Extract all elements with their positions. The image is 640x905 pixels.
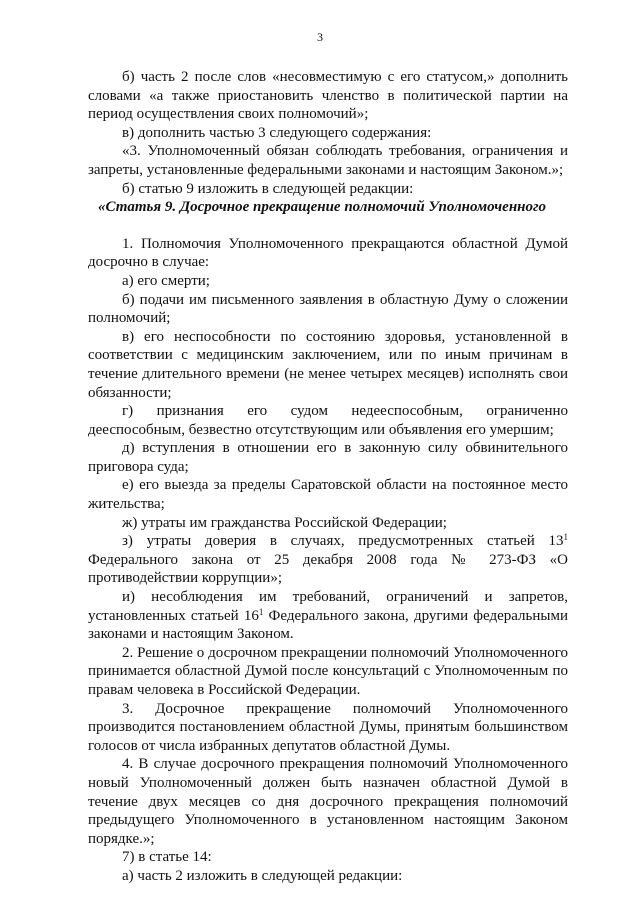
- list-item-e: е) его выезда за пределы Саратовской области на постоянное место жительства;: [88, 477, 568, 513]
- paragraph-add-part-3: в) дополнить частью 3 следующего содержания:: [122, 124, 432, 141]
- paragraph-clause-3: 3. Досрочное прекращение полномочий Уполномоченного производится постановлением областной Думы, принятым большинством голосов от числа избранных депутатов областной Думы.: [88, 700, 568, 754]
- document-body: [88, 68, 568, 886]
- superscript: 1: [563, 532, 568, 543]
- paragraph-article-9-intro: б) статью 9 изложить в следующей редакции:: [122, 180, 414, 197]
- paragraph-clause-1: 1. Полномочия Уполномоченного прекращаются областной Думой досрочно в случае:: [88, 235, 568, 271]
- list-item-z-text-cont: Федерального закона от 25 декабря 2008 года № 273-ФЗ «О противодействии коррупции»;: [88, 551, 568, 587]
- article-heading: «Статья 9. Досрочное прекращение полномочий Уполномоченного: [98, 199, 547, 216]
- paragraph-clause-2: 2. Решение о досрочном прекращении полномочий Уполномоченного принимается областной Думой после консультаций с Уполномоченным по правам человека в Российской Федерации.: [88, 644, 568, 698]
- list-item-i-text-cont: Федерального закона, другими федеральными законами и настоящим Законом.: [88, 607, 568, 643]
- list-item-z-text: з) утраты доверия в случаях, предусмотренных статьей 13: [122, 533, 564, 550]
- list-item-i: [88, 588, 568, 644]
- superscript: 1: [258, 606, 264, 617]
- paragraph-article-14: 7) в статье 14:: [122, 849, 212, 866]
- list-item-i-text: и) несоблюдения им требований, ограничений и запретов, установленных статьей 16: [88, 589, 568, 624]
- paragraph-clause-4: 4. В случае досрочного прекращения полномочий Уполномоченного новый Уполномоченный должен быть назначен областной Думой в течение двух месяцев со дня досрочного прекращения полномочий предыдущего Уполномоченного в установленном настоящим Законом порядке.»;: [88, 756, 568, 847]
- list-item-zh: ж) утраты им гражданства Российской Федерации;: [122, 514, 447, 531]
- paragraph-part-3-text: «3. Уполномоченный обязан соблюдать требования, ограничения и запреты, установленные федеральными законами и настоящим Законом.»;: [88, 143, 568, 178]
- list-item-v: в) его неспособности по состоянию здоровья, установленной в соответствии с медицинским заключением, или по иным причинам в течение длительного времени (не менее четырех месяцев) исполнять свои обязанности;: [88, 328, 568, 401]
- list-item-b: б) подачи им письменного заявления в областную Думу о сложении полномочий;: [88, 291, 568, 327]
- list-item-g: г) признания его судом недееспособным, ограниченно дееспособным, безвестно отсутствующим или объявления его умершим;: [88, 403, 568, 438]
- list-item-z: [88, 532, 568, 588]
- page-number: 3: [317, 30, 323, 44]
- list-item-d: д) вступления в отношении его в законную силу обвинительного приговора суда;: [88, 440, 568, 475]
- paragraph-article-14-part-2: а) часть 2 изложить в следующей редакции:: [122, 867, 403, 884]
- paragraph-amend-part-2: б) часть 2 после слов «несовместимую с его статусом,» дополнить словами «а также приостановить членство в политической партии на период осуществления своих полномочий»;: [88, 69, 568, 123]
- list-item-a: а) его смерти;: [122, 272, 210, 289]
